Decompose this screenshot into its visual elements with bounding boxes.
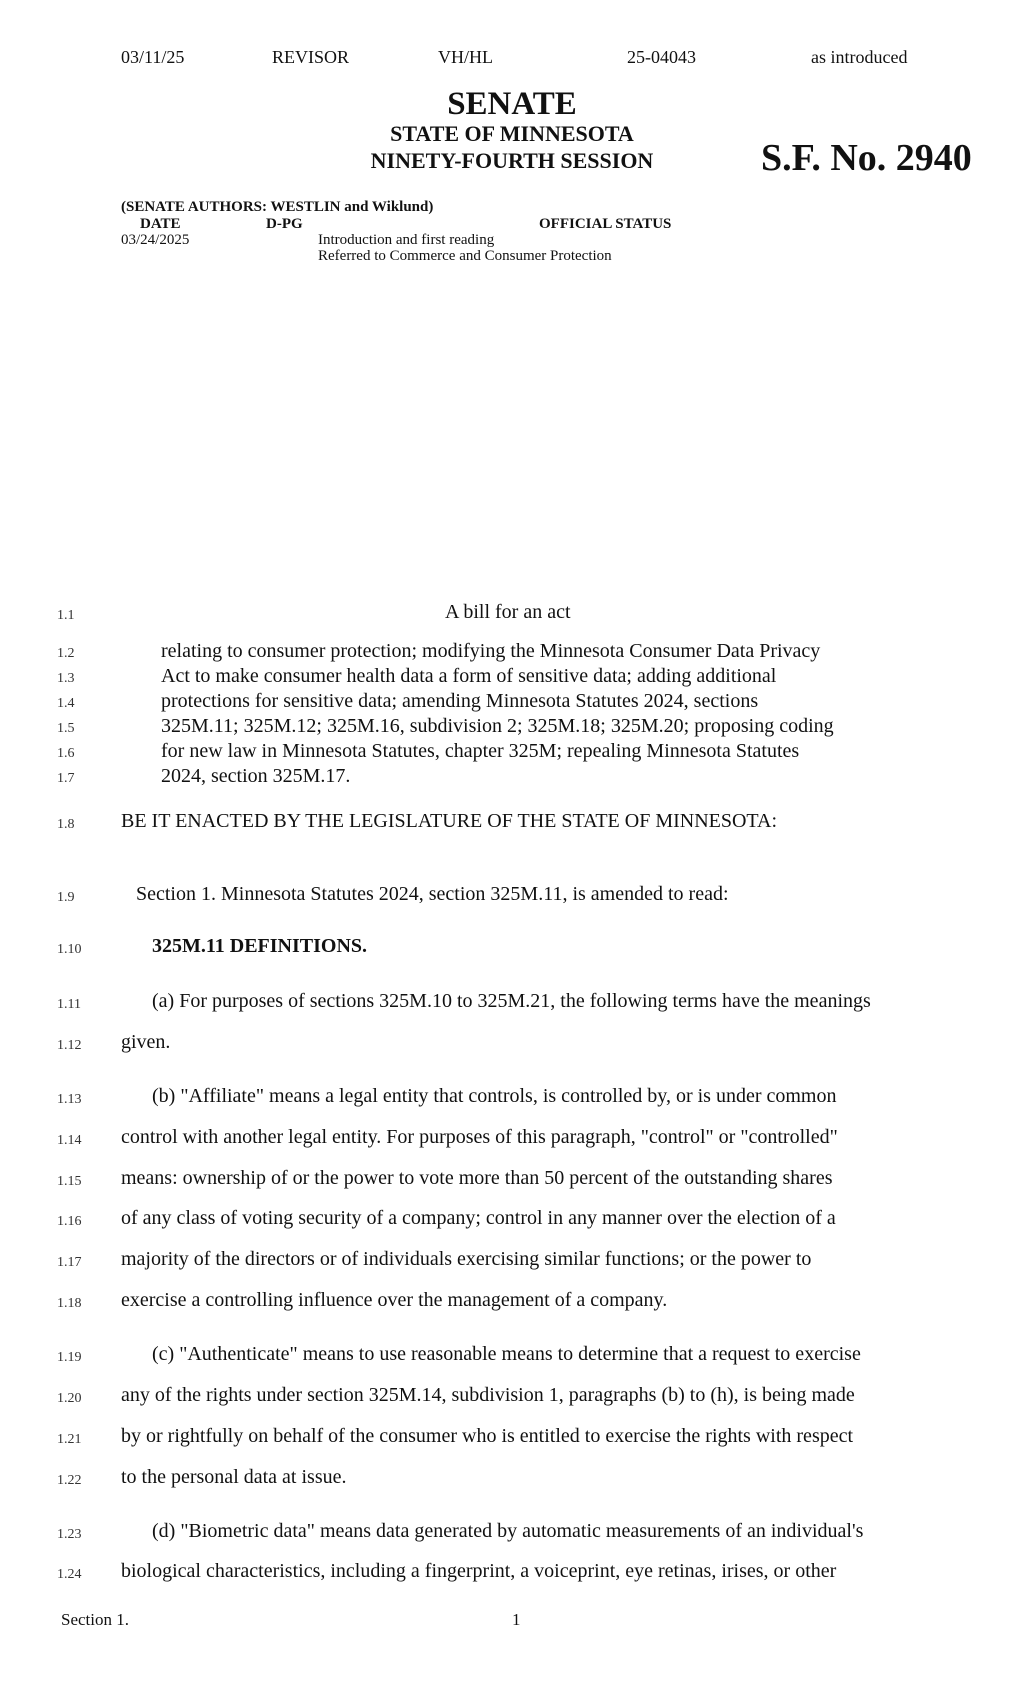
line-number: 1.7 — [57, 771, 75, 786]
line-number: 1.20 — [57, 1391, 82, 1406]
line-number: 1.2 — [57, 646, 75, 661]
section-title: 325M.11 DEFINITIONS. — [152, 935, 368, 957]
line-number: 1.12 — [57, 1038, 82, 1053]
bill-text-line: (a) For purposes of sections 325M.10 to 325M.21, the following terms have the meanings — [152, 990, 871, 1012]
bill-text-line: 2024, section 325M.17. — [161, 765, 351, 787]
line-number: 1.3 — [57, 671, 75, 686]
line-number: 1.15 — [57, 1174, 82, 1189]
status-entry-line-1: Introduction and first reading — [318, 232, 495, 248]
status-entry-date: 03/24/2025 — [121, 232, 190, 248]
line-number: 1.24 — [57, 1567, 82, 1582]
dpg-column-header: D-PG — [266, 216, 303, 232]
line-number: 1.9 — [57, 890, 75, 905]
line-number: 1.13 — [57, 1092, 82, 1107]
line-number: 1.17 — [57, 1255, 82, 1270]
line-number: 1.14 — [57, 1133, 82, 1148]
bill-text-line: control with another legal entity. For purposes of this paragraph, "control" or "controlled" — [121, 1126, 838, 1148]
section-heading-line: Section 1. Minnesota Statutes 2024, section 325M.11, is amended to read: — [136, 883, 729, 905]
bill-text-line: (c) "Authenticate" means to use reasonable means to determine that a request to exercise — [152, 1343, 861, 1365]
header-date: 03/11/25 — [121, 47, 185, 67]
chamber-title: SENATE — [447, 86, 577, 122]
bill-text-line: relating to consumer protection; modifying the Minnesota Consumer Data Privacy — [161, 640, 821, 662]
line-number: 1.22 — [57, 1473, 82, 1488]
date-column-header: DATE — [140, 216, 181, 232]
line-number: 1.16 — [57, 1214, 82, 1229]
header-revisor: REVISOR — [272, 47, 350, 67]
line-number: 1.23 — [57, 1527, 82, 1542]
bill-text-line: given. — [121, 1031, 171, 1053]
bill-text-line: protections for sensitive data; amending Minnesota Statutes 2024, sections — [161, 690, 759, 712]
bill-text-line: Act to make consumer health data a form of sensitive data; adding additional — [161, 665, 777, 687]
header-status: as introduced — [811, 47, 908, 67]
line-number: 1.10 — [57, 942, 82, 957]
page-number: 1 — [512, 1610, 521, 1629]
bill-text-line: by or rightfully on behalf of the consumer who is entitled to exercise the rights with respect — [121, 1425, 854, 1447]
bill-text-line: (b) "Affiliate" means a legal entity that controls, is controlled by, or is under common — [152, 1085, 837, 1107]
file-number: S.F. No. 2940 — [761, 137, 972, 179]
bill-text-line: 325M.11; 325M.12; 325M.16, subdivision 2; 325M.18; 325M.20; proposing coding — [161, 715, 834, 737]
line-number: 1.11 — [57, 997, 81, 1012]
line-number: 1.4 — [57, 696, 75, 711]
line-number: 1.1 — [57, 608, 75, 623]
bill-text-line: for new law in Minnesota Statutes, chapter 325M; repealing Minnesota Statutes — [161, 740, 800, 762]
bill-text-line: exercise a controlling influence over the management of a company. — [121, 1289, 668, 1311]
line-number: 1.6 — [57, 746, 75, 761]
footer-section: Section 1. — [61, 1610, 129, 1629]
line-number: 1.21 — [57, 1432, 82, 1447]
line-number: 1.5 — [57, 721, 75, 736]
bill-text-line: (d) "Biometric data" means data generated by automatic measurements of an individual's — [152, 1520, 864, 1542]
line-number: 1.18 — [57, 1296, 82, 1311]
bill-title-line: A bill for an act — [445, 601, 571, 623]
bill-text-line: majority of the directors or of individuals exercising similar functions; or the power to — [121, 1248, 812, 1270]
bill-text-line: biological characteristics, including a fingerprint, a voiceprint, eye retinas, irises, or other — [121, 1560, 837, 1582]
line-number: 1.19 — [57, 1350, 82, 1365]
bill-text-line: means: ownership of or the power to vote more than 50 percent of the outstanding shares — [121, 1167, 833, 1189]
bill-text-line: any of the rights under section 325M.14, subdivision 1, paragraphs (b) to (h), is being made — [121, 1384, 855, 1406]
status-entry-line-2: Referred to Commerce and Consumer Protection — [318, 248, 612, 264]
header-initials: VH/HL — [438, 47, 493, 67]
state-title: STATE OF MINNESOTA — [390, 121, 634, 146]
bill-text-line: to the personal data at issue. — [121, 1466, 347, 1488]
authors-label: (SENATE AUTHORS: WESTLIN and Wiklund) — [121, 199, 434, 215]
enacting-clause: BE IT ENACTED BY THE LEGISLATURE OF THE STATE OF MINNESOTA: — [121, 810, 778, 832]
line-number: 1.8 — [57, 817, 75, 832]
bill-text-line: of any class of voting security of a company; control in any manner over the election of a — [121, 1207, 836, 1229]
session-title: NINETY-FOURTH SESSION — [370, 148, 654, 173]
status-column-header: OFFICIAL STATUS — [539, 216, 672, 232]
header-doc-number: 25-04043 — [627, 47, 696, 67]
